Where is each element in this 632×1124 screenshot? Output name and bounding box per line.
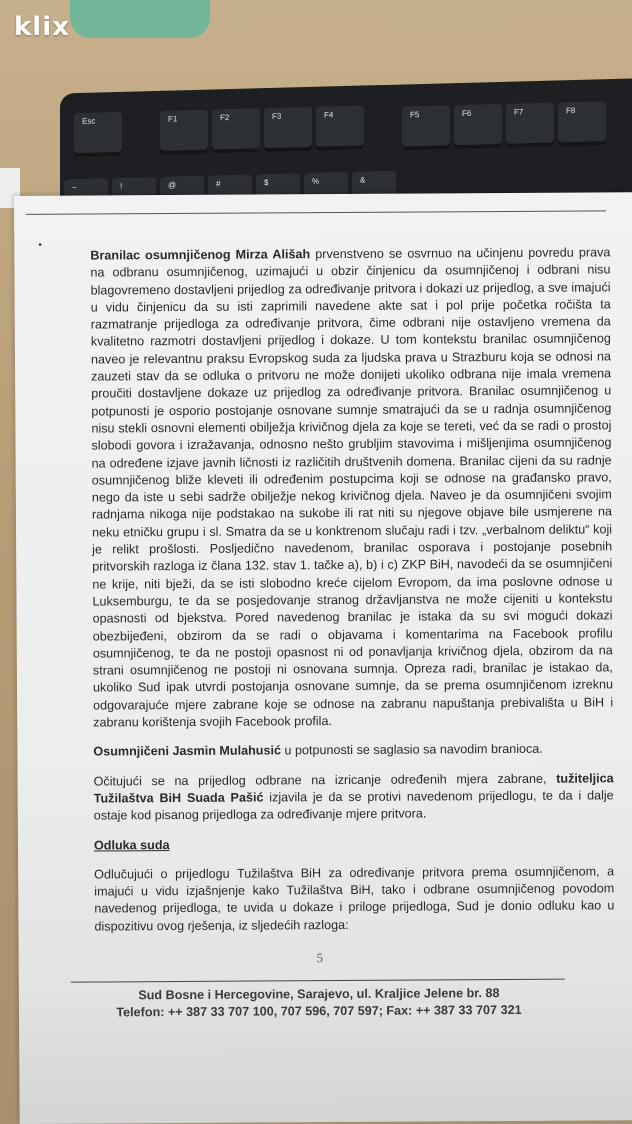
- document-body: [90, 244, 614, 945]
- key-5: %: [304, 172, 348, 203]
- mug: [70, 0, 210, 38]
- key-f1: F1: [160, 110, 208, 155]
- paragraph-prosecutor: [94, 770, 614, 825]
- footer-phone: Telefon: ++ 387 33 707 100, 707 596, 707 597; Fax: ++ 387 33 707 321: [116, 1002, 522, 1020]
- key-3: #: [208, 174, 252, 205]
- page-number: 5: [316, 950, 324, 966]
- defense-counsel-name: Branilac osumnjičenog Mirza Ališah: [90, 247, 311, 263]
- footer-rule: [71, 979, 565, 983]
- paragraph-text: u potpunosti se saglasio sa navodim branioca.: [280, 742, 543, 758]
- court-footer: [59, 985, 579, 1022]
- key-f5: F5: [402, 105, 450, 150]
- bullet-dot: •: [38, 239, 42, 251]
- key-f8: F8: [558, 101, 606, 146]
- key-f6: F6: [454, 104, 502, 149]
- paragraph-text: izjavila je da se protivi navedenom prijedlogu, te da i dalje ostaje kod pisanog prijedloga za određivanje mjere pritvora.: [93, 788, 614, 823]
- key-f2: F2: [212, 108, 260, 153]
- prosecutor-name: tužiteljica Tužilaštva BiH Suada Pašić: [93, 770, 614, 806]
- key-tilde: ~: [64, 178, 108, 209]
- key-4: $: [256, 173, 300, 204]
- key-7: &: [352, 171, 396, 202]
- key-f3: F3: [264, 107, 312, 152]
- suspect-name: Osumnjičeni Jasmin Mulahusić: [93, 743, 281, 759]
- top-rule: [26, 210, 606, 215]
- document-page: [14, 192, 632, 1124]
- footer-address: Sud Bosne i Hercegovine, Sarajevo, ul. Kraljice Jelene br. 88: [138, 986, 500, 1003]
- section-heading: Odluka suda: [93, 837, 170, 853]
- key-f4: F4: [316, 106, 364, 151]
- key-f7: F7: [506, 103, 554, 148]
- paragraph-defense-counsel: [90, 244, 613, 731]
- key-2: @: [160, 176, 204, 207]
- paragraph-suspect: [93, 741, 613, 761]
- paragraph-decision: Odlučujući o prijedlogu Tužilaštva BiH za određivanje pritvora prema osumnjičenom, a imajući u vidu izjašnjenje kako Tužilaštva BiH, tako i odbrane osumnjičenog povodom navedenog prijedloga, te uvida u dokaze i priloge prijedloga, Sud je donio odluku kao u dispozitivu ovog rješenja, iz sljedećih razloga:: [94, 864, 615, 934]
- paragraph-text: prvenstveno se osvrnuo na učinjenu povredu prava na odbranu osumnjičenog, uzimajući u obzir činjenicu da osumnjičenoj i odbrani nisu blagovremeno dostavljeni prijedlog za određivanje pritvora i dokazi uz prijedlog, a sve imajući u vidu činjenicu da su isti zaprimili navedene akte sat i pol prije početka ročišta ta razmatranje prijedloga za određivanje pritvora, čime odbrani nije ostavljeno vremena da kvalitetno razmotri dostavljeni prijedlog i dokaze. U tom kontekstu branilac osumnjičenog naveo je relevantnu praksu Evropskog suda za ljudska prava u Strazburu koja se odnosi na zauzeti stav da se odluka o pritvoru ne može donijeti ukoliko odbrana nije imala vremena proučiti dostavljene dokaze uz prijedlog za određivanje pritvora. Branilac osumnjičenog u potpunosti je osporio postojanje osnovane sumnje smatrajući da se u radnja osumnjičenog nisu stekli osnovni elementi obilježja krivičnog djela za koje se tereti, već da se radi o prostoj slobodi govora i izražavanja, odnosno nešto grubljim stavovima i mišljenjima osumnjičenog na određene izjave javnih ličnosti iz različitih društvenih domena. Branilac cijeni da su radnje osumnjičenog bliže kleveti ili određenim postupcima koji se odnose na građansko pravo, nego da iste u sebi sadrže obilježje nekog krivičnog djela. Naveo je da osumnjičeni svojim radnjama nikoga nije podstakao na sukobe ili rat niti su njegove objave bile usmjerene na neku etničku grupu i sl. Smatra da se u konktrenom slučaju radi i tzv. „verbalnom deliktu“ koji je relikt prošlosti. Posljedično navedenom, branilac osporava i postojanje posebnih pritvorskih razloga iz člana 132. stav 1. tačke a), b) i c) ZKP BiH, navodeći da se osumnjičeni ne krije, niti bježi, da se isti slobodno kreće cijelom Evropom, da ima poslovne odnose u Luksemburgu, te da se posjedovanje stranog državljanstva ne može cijeniti u kontekstu opasnosti od bjekstva. Pored navedenog branilac je istaka da su svi mogući dokazi obezbijeđeni, obzirom da se radi o objavama i komentarima na Facebook profilu osumnjičenog, te da ne postoji opasnost ni od ponavljanja krivičnog djela, obzirom da na strani osumnjičenog ne postoji ni osnovana sumnja. Opreza radi, branilac je istakao da, ukoliko Sud ipak utvrdi postojanja osnovane sumnje, da se prema osumnjičenom izreknu odgovarajuće mjere zabrane koje se odnose na zabranu napuštanja prebivališta u BiH i zabranu korištenja svojih Facebook profila.: [90, 245, 614, 730]
- paragraph-text: Očitujući se na prijedlog odbrane na izricanje određenih mjera zabrane,: [93, 771, 557, 789]
- key-esc: Esc: [74, 112, 122, 157]
- klix-logo: klix: [14, 12, 70, 42]
- key-1: !: [112, 177, 156, 208]
